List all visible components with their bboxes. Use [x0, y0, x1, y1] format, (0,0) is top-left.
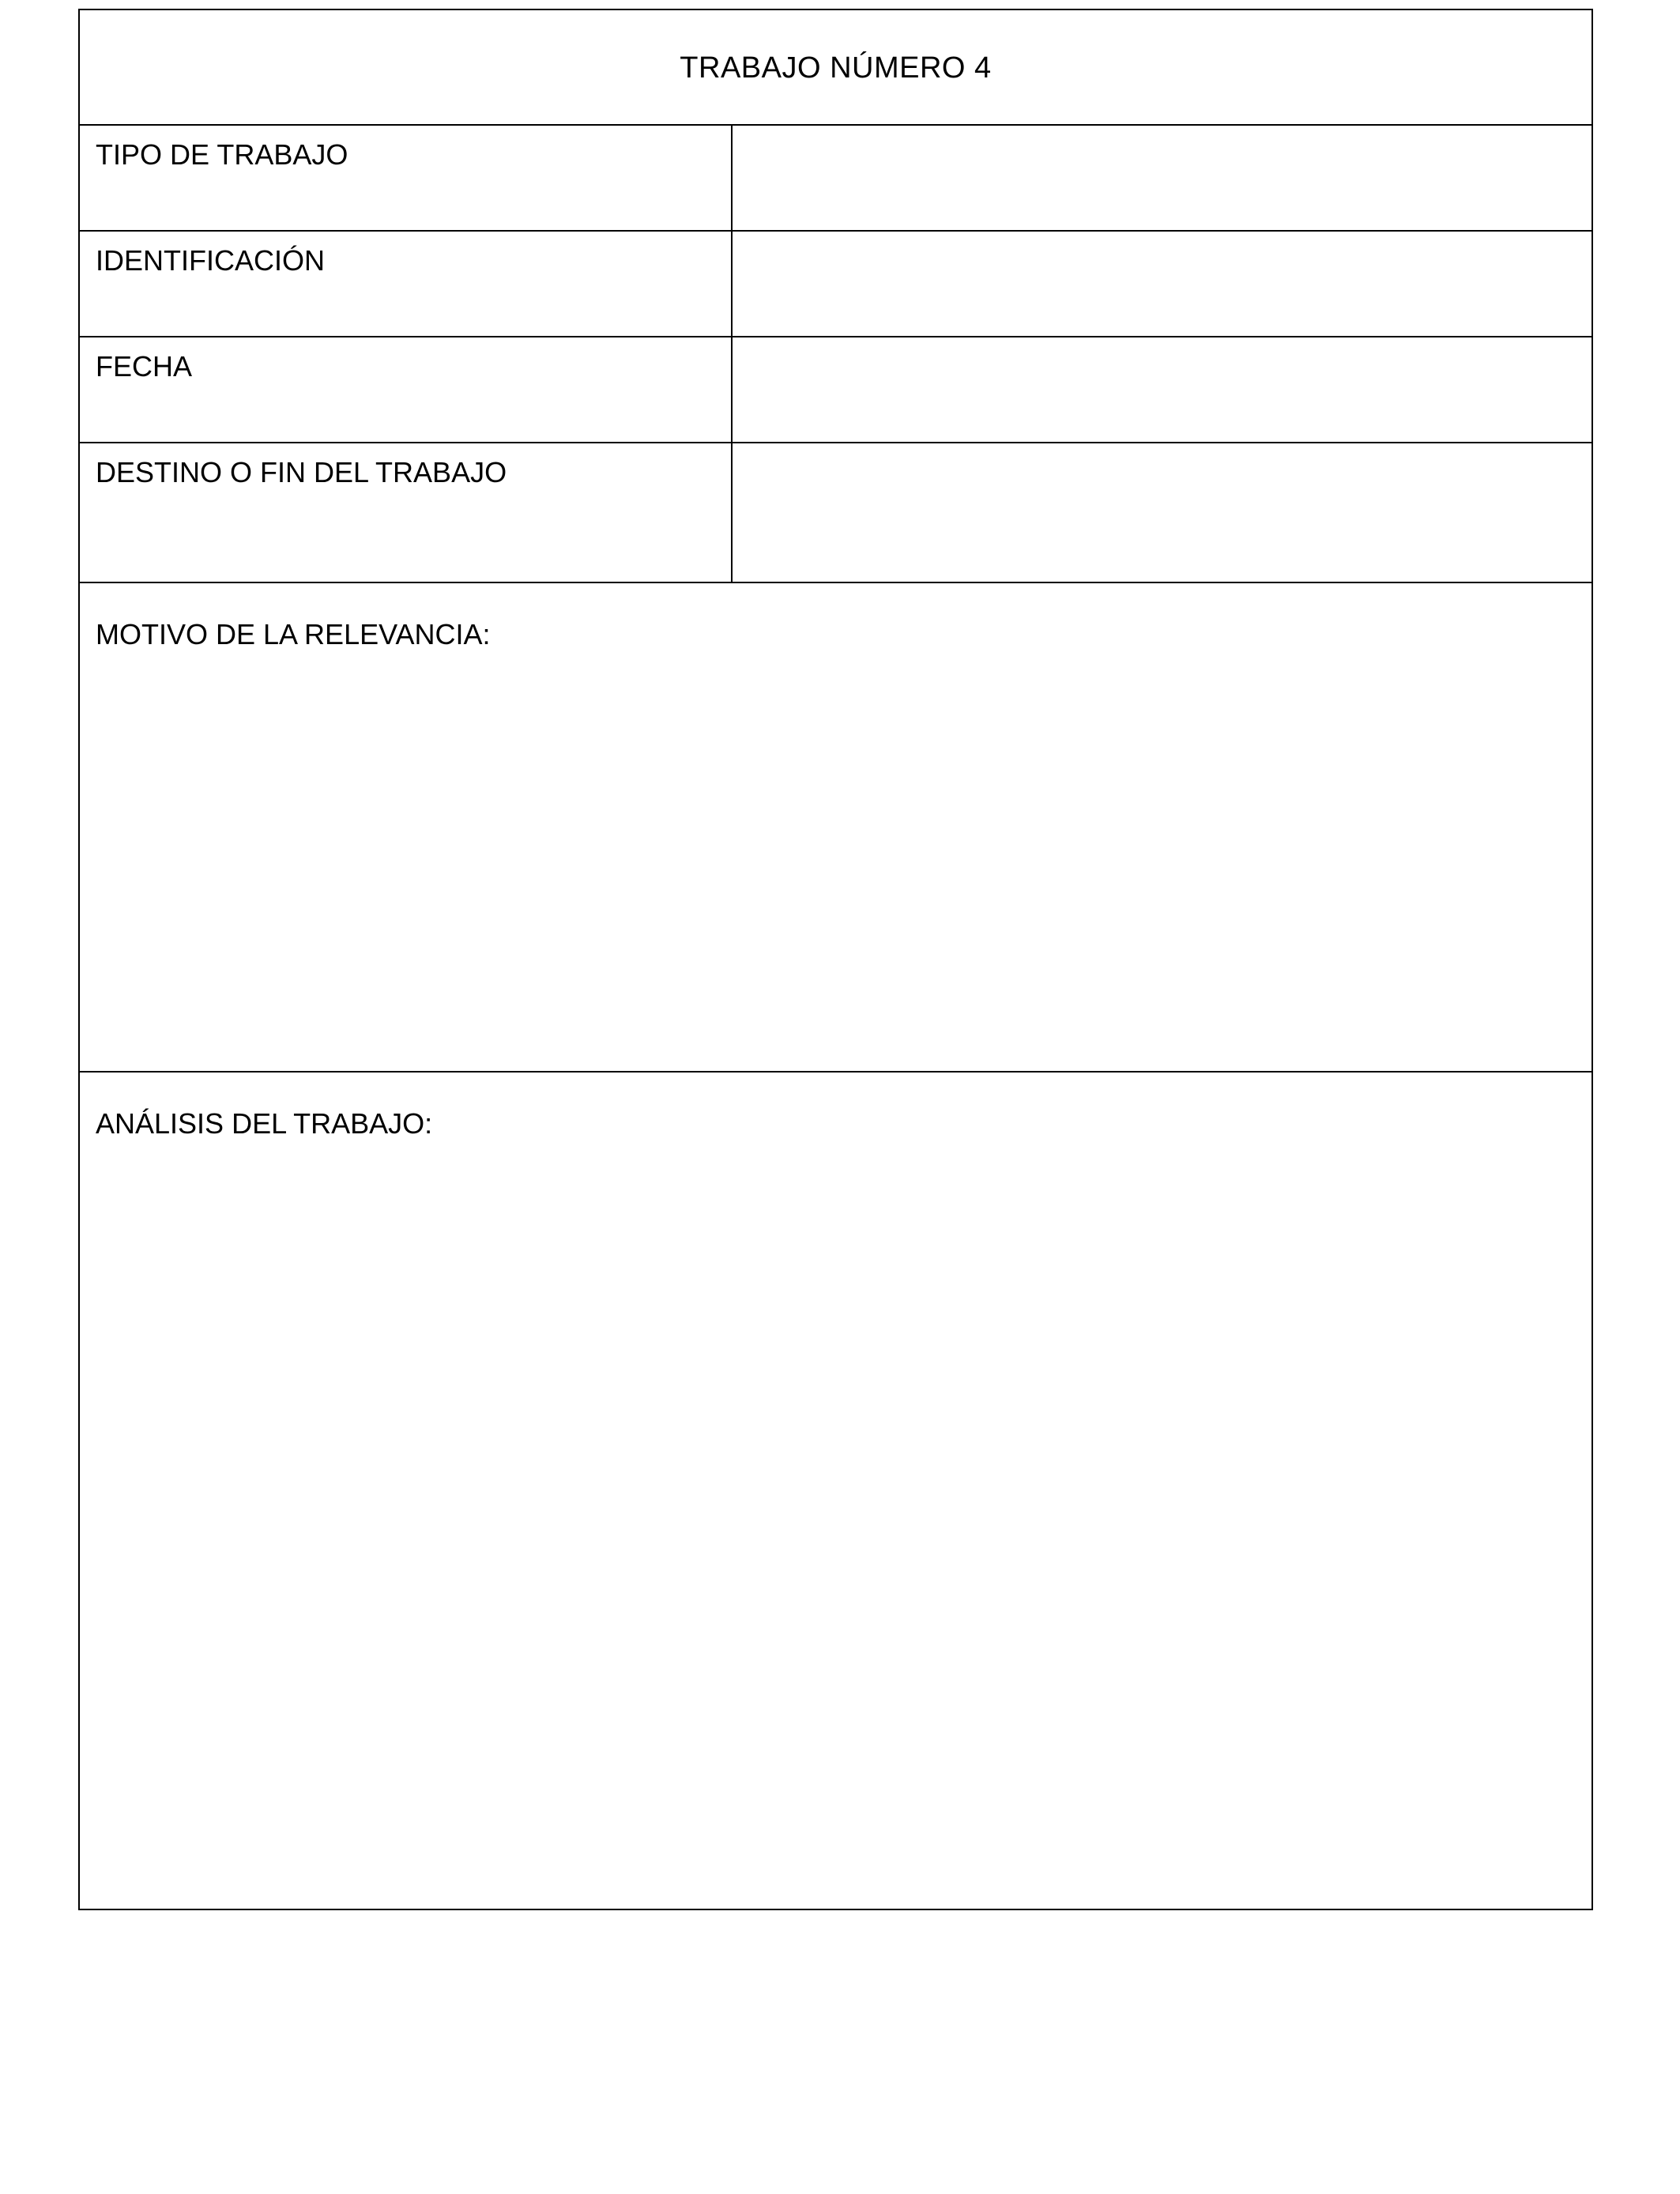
field-value-fecha[interactable] — [733, 337, 1591, 442]
work-form-table — [78, 9, 1593, 1910]
field-value-destino[interactable] — [733, 443, 1591, 582]
field-label-tipo-de-trabajo: TIPO DE TRABAJO — [80, 126, 733, 230]
field-row-identificacion — [80, 232, 1591, 337]
field-label-destino: DESTINO O FIN DEL TRABAJO — [80, 443, 733, 582]
field-value-tipo-de-trabajo[interactable] — [733, 126, 1591, 230]
field-row-fecha — [80, 337, 1591, 443]
field-value-identificacion[interactable] — [733, 232, 1591, 336]
form-title: TRABAJO NÚMERO 4 — [680, 51, 992, 85]
form-title-row — [80, 10, 1591, 126]
field-row-destino — [80, 443, 1591, 583]
field-row-tipo-de-trabajo — [80, 126, 1591, 232]
field-label-identificacion: IDENTIFICACIÓN — [80, 232, 733, 336]
section-label-motivo-relevancia: MOTIVO DE LA RELEVANCIA: — [96, 618, 491, 650]
field-label-fecha: FECHA — [80, 337, 733, 442]
section-analisis-trabajo[interactable] — [80, 1072, 1591, 1909]
section-label-analisis-trabajo: ANÁLISIS DEL TRABAJO: — [96, 1107, 433, 1140]
section-motivo-relevancia[interactable] — [80, 583, 1591, 1072]
